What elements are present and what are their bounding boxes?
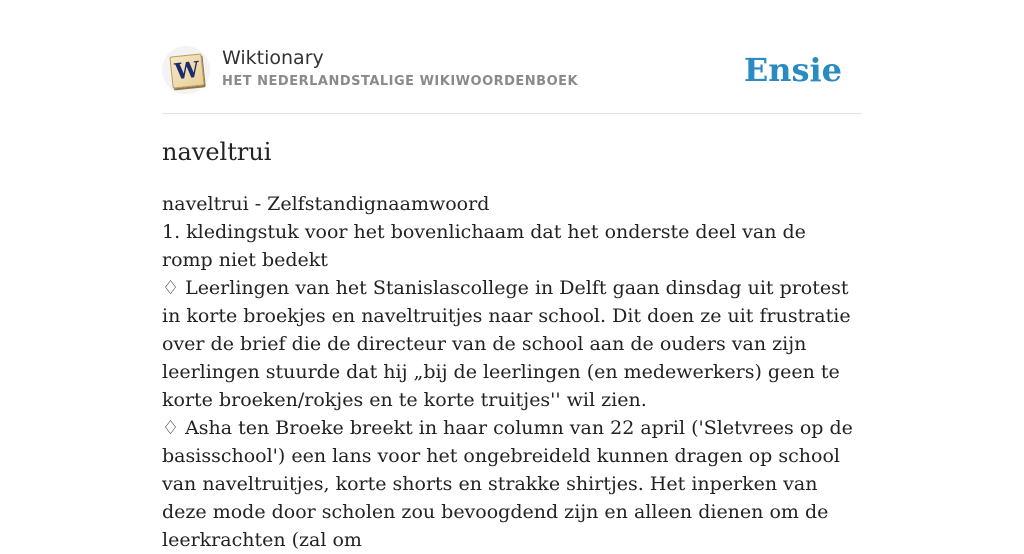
example-sentence: ♢ Asha ten Broeke breekt in haar column van 22 april ('Sletvrees op de basisschool') een lans voor het ongebreideld kunnen dragen op school van naveltruitjes, korte shorts en strakke shirtjes. Het inperken van deze mode door scholen zou bevoogdend zijn en alleen dienen om de leerkrachten (zal om <box>162 417 853 551</box>
site-title[interactable]: Wiktionary <box>222 47 324 69</box>
part-of-speech-line: naveltrui - Zelfstandignaamwoord <box>162 193 490 215</box>
logo-letter: W <box>173 56 201 86</box>
wiktionary-logo-icon[interactable] <box>162 46 210 94</box>
page <box>162 0 862 551</box>
ensie-brand-logo[interactable]: Ensie <box>743 51 842 89</box>
header-divider <box>162 113 862 114</box>
logo-tile <box>169 53 204 88</box>
entry-content <box>162 190 862 554</box>
site-subtitle: HET NEDERLANDSTALIGE WIKIWOORDENBOEK <box>222 74 579 89</box>
header <box>162 46 862 96</box>
entry-title: naveltrui <box>162 138 272 166</box>
example-sentence: ♢ Leerlingen van het Stanislascollege in Delft gaan dinsdag uit protest in korte broekjes en naveltruitjes naar school. Dit doen ze uit frustratie over de brief die de directeur van de school aan de ouders van zijn leerlingen stuurde dat hij „bij de leerlingen (en medewerkers) geen te korte broeken/rokjes en te korte truitjes'' wil zien. <box>162 277 851 411</box>
definition: 1. kledingstuk voor het bovenlichaam dat het onderste deel van de romp niet bedekt <box>162 221 806 271</box>
